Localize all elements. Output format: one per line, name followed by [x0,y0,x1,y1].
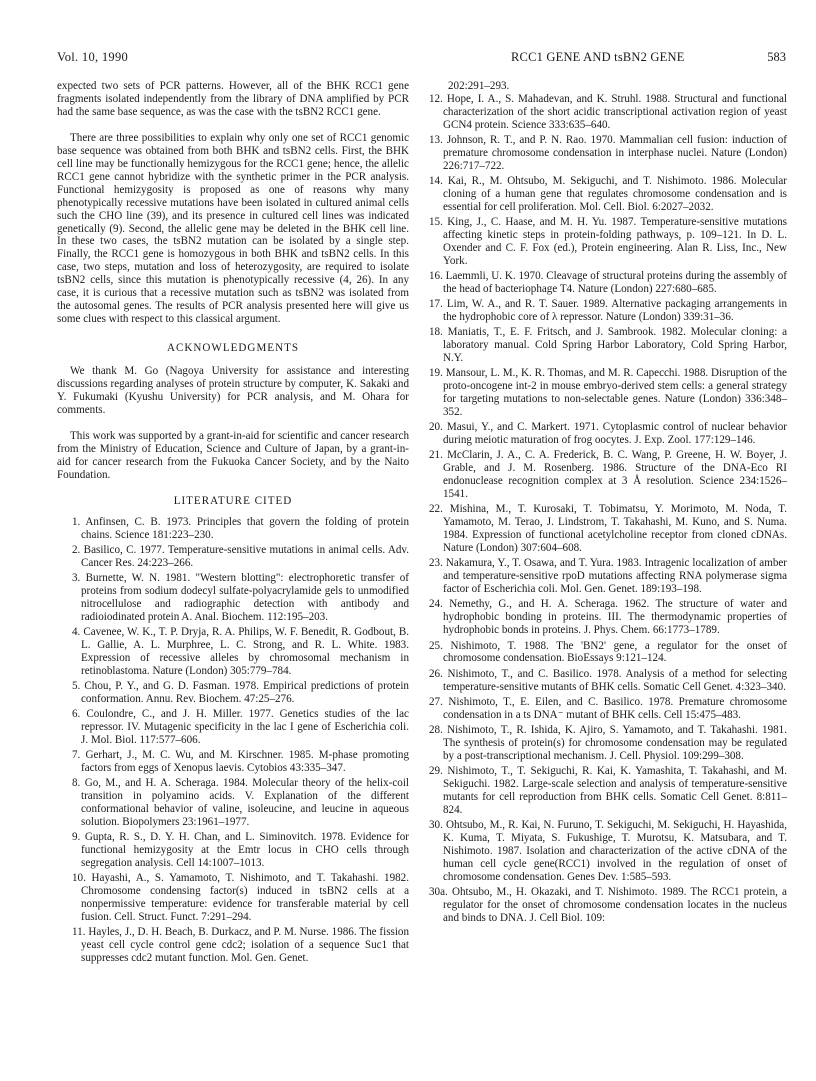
reference-number: 22. [429,503,443,516]
reference-item [57,749,409,775]
reference-text: Lim, W. A., and R. T. Sauer. 1989. Alternative packaging arrangements in the hydrophobic core of λ repressor. Nature (London) 339:31–36. [443,298,787,324]
reference-text: Cavenee, W. K., T. P. Dryja, R. A. Philips, W. F. Benedit, R. Godbout, B. L. Gallie, A. L. Murphree, L. C. Strong, and R. L. White. 1983. Expression of recessive alleles by chromosomal mechanism in retinoblastoma. Nature (London) 305:779–784. [81,625,409,677]
reference-item [425,326,787,365]
reference-item [425,175,787,214]
reference-text: Burnette, W. N. 1981. "Western blotting": electrophoretic transfer of proteins from sodium dodecyl sulfate-polyacrylamide gels to unmodified nitrocellulose and radiographic detection with antibody and radioiodinated protein A. Anal. Biochem. 112:195–203. [81,571,409,623]
reference-list-left [57,516,409,965]
reference-number: 19. [429,367,443,380]
reference-item [425,724,787,763]
reference-number: 30. [429,818,443,831]
acknowledgments-section [57,365,409,482]
volume-label: Vol. 10, 1990 [57,50,129,64]
reference-text: Masui, Y., and C. Markert. 1971. Cytoplasmic control of nuclear behavior during meiotic maturation of frog oocytes. J. Exp. Zool. 177:129–146. [443,421,788,447]
reference-text: Mishina, M., T. Kurosaki, T. Tobimatsu, Y. Morimoto, M. Noda, T. Yamamoto, M. Terao, J. Lindstrom, T. Takahashi, M. Kuno, and S. Numa. 1984. Expression of functional acetylcholine receptor from cloned cDNAs. Nature (London) 307:604–608. [443,503,788,555]
reference-text: Chou, P. Y., and G. D. Fasman. 1978. Empirical predictions of protein conformation. Annu. Rev. Biochem. 47:25–276. [81,679,409,705]
reference-item [57,777,409,829]
left-column [57,80,409,967]
reference-text: Gupta, R. S., D. Y. H. Chan, and L. Siminovitch. 1978. Evidence for functional hemizygosity at the Emtr locus in CHO cells through segregation analysis. Cell 14:1007–1013. [81,830,409,869]
reference-number: 28. [429,723,443,736]
reference-number: 14. [429,175,443,188]
reference-number: 16. [429,270,443,283]
reference-item [425,886,787,925]
reference-item [425,819,787,884]
reference-text: Hope, I. A., S. Mahadevan, and K. Struhl. 1988. Structural and functional characterization of the short acidic transcriptional activation region of yeast GCN4 protein. Science 333:635–640. [443,92,787,131]
reference-item [57,831,409,870]
reference-item [425,668,787,694]
reference-number: 1. [72,515,81,528]
reference-item [425,598,787,637]
reference-text: McClarin, J. A., C. A. Frederick, B. C. Wang, P. Greene, H. W. Boyer, J. Grable, and J. M. Rosenberg. 1986. Structure of the DNA-Eco RI endonuclease recognition complex at 3 Å resolution. Science 234:1526–1541. [443,449,787,501]
reference-text: Coulondre, C., and J. H. Miller. 1977. Genetics studies of the lac repressor. IV. Mutagenic specificity in the lac I gene of Escherichia coli. J. Mol. Biol. 117:577–606. [81,707,409,746]
reference-item [57,626,409,678]
right-column [425,80,787,927]
reference-number: 17. [429,298,443,311]
reference-text: Nishimoto, T. 1988. The 'BN2' gene, a regulator for the onset of chromosome condensation. BioEssays 9:121–124. [443,639,787,665]
acknowledgments-heading: ACKNOWLEDGMENTS [166,342,300,355]
reference-number: 21. [429,449,443,462]
reference-number: 15. [429,216,443,229]
reference-number: 29. [429,764,443,777]
reference-number: 2. [72,543,81,556]
reference-number: 18. [429,326,443,339]
reference-item [57,516,409,542]
reference-item [425,421,787,447]
literature-cited-heading: LITERATURE CITED [173,494,293,507]
reference-item [425,367,787,419]
running-title: RCC1 GENE AND tsBN2 GENE [511,50,685,64]
reference-text: King, J., C. Haase, and M. H. Yu. 1987. Temperature-sensitive mutations affecting kinetic steps in protein-folding pathways, p. 109–121. In D. L. Oxender and C. F. Fox (ed.), Protein engineering. Alan R. Liss, Inc., New York. [443,216,787,267]
acknowledgment-paragraph: We thank M. Go (Nagoya University for assistance and interesting discussions regarding analyses of protein structure by computer, K. Sakaki and Y. Fukumaki (Kyushu University) for PCR analysis, and M. Ohara for comments. [57,365,409,416]
reference-text: Mansour, L. M., K. R. Thomas, and M. R. Capecchi. 1988. Disruption of the proto-oncogene int-2 in mouse embryo-derived stem cells: a general strategy for targeting mutations to non-selectable genes. Nature (London) 336:348–352. [443,367,787,419]
reference-number: 7. [72,748,81,761]
reference-number: 10. [72,871,86,884]
reference-text: Anfinsen, C. B. 1973. Principles that govern the folding of protein chains. Science 181:223–230. [81,515,409,541]
reference-number: 8. [72,776,81,789]
acknowledgment-paragraph: This work was supported by a grant-in-aid for scientific and cancer research from the Ministry of Education, Science and Culture of Japan, by a grant-in-aid for cancer research from the Fukuoka Cancer Society, and by the Naito Foundation. [57,429,409,481]
reference-item [425,765,787,817]
body-paragraph: There are three possibilities to explain why only one set of RCC1 genomic base sequence was obtained from both BHK and tsBN2 cells. First, the BHK cell line may be functionally hemizygous for the RCC1 gene; hence, the allelic RCC1 gene cannot hybridize with the synthetic primer in the PCR analysis. Functional hemizygosity is proposed as one of reasons why many phenotypically recessive mutations have been isolated in cultured animal cells such the CHO line (39), and its presence in cultured cell lines was indicated genetically (9). Second, the allelic gene may be deleted in the BHK cell line. In these two cases, the tsBN2 mutation can be isolated by a single step. Finally, the RCC1 gene is homozygous in both BHK and tsBN2 cells. In this case, two steps, mutation and loss of heterozygosity, are required to isolate tsBN2 cells, since this mutation is phenotypically recessive (4, 26). In any case, it is curious that a recessive mutation such as tsBN2 was isolated from the autosomal genes. The results of PCR analysis presented here will give us some clues with respect to this classical argument. [57,131,409,326]
reference-text: Kai, R., M. Ohtsubo, M. Sekiguchi, and T. Nishimoto. 1986. Molecular cloning of a human gene that regulates chromosome condensation and is essential for cell proliferation. Mol. Cell. Biol. 6:2027–2032. [443,175,787,213]
reference-item [57,872,409,924]
reference-number: 11. [72,925,86,938]
reference-text: Nishimoto, T., R. Ishida, K. Ajiro, S. Yamamoto, and T. Takahashi. 1981. The synthesis of protein(s) for chromosome condensation may be regulated by a post-transcriptional mechanism. J. Cell. Physiol. 109:299–308. [443,723,787,762]
reference-text: Hayashi, A., S. Yamamoto, T. Nishimoto, and T. Takahashi. 1982. Chromosome condensing factor(s) induced in tsBN2 cells at a nonpermissive temperature: evidence for transferable material by cell fusion. Cell. Struct. Funct. 7:291–294. [81,871,409,923]
reference-item [57,572,409,624]
reference-number: 13. [429,134,443,146]
reference-text: Nakamura, Y., T. Osawa, and T. Yura. 1983. Intragenic localization of amber and temperature-sensitive rpoD mutations affecting RNA polymerase sigma factor of Escherichia coli. Mol. Gen. Genet. 189:193–198. [443,557,788,596]
reference-text: Go, M., and H. A. Scheraga. 1984. Molecular theory of the helix-coil transition in polyamino acids. V. Explanation of the different conformational behavior of valine, isoleucine, and leucine in aqueous solution. Biopolymers 23:1961–1977. [81,776,409,828]
reference-text: Maniatis, T., E. F. Fritsch, and J. Sambrook. 1982. Molecular cloning: a laboratory manual. Cold Spring Harbor Laboratory, Cold Spring Harbor, N.Y. [443,326,787,365]
reference-number: 12. [429,92,443,105]
reference-continuation: 202:291–293. [448,80,510,92]
reference-item [425,298,787,324]
reference-number: 26. [429,667,443,680]
reference-text: Laemmli, U. K. 1970. Cleavage of structural proteins during the assembly of the head of bacteriophage T4. Nature (London) 227:680–685. [443,270,787,296]
reference-item [57,926,409,965]
reference-number: 25. [429,639,443,652]
reference-number: 30a. [429,885,448,898]
reference-number: 6. [72,707,81,720]
body-paragraph: expected two sets of PCR patterns. However, all of the BHK RCC1 gene fragments isolated independently from the library of DNA amplified by PCR had the same base sequence, as was the case with the tsBN2 RCC1 gene. [57,80,409,118]
reference-text: Johnson, R. T., and P. N. Rao. 1970. Mammalian cell fusion: induction of premature chromosome condensation in interphase nuclei. Nature (London) 226:717–722. [443,134,787,172]
reference-number: 27. [429,695,443,708]
reference-item [425,216,787,268]
reference-text: Ohtsubo, M., R. Kai, N. Furuno, T. Sekiguchi, M. Sekiguchi, H. Hayashida, K. Kuma, T. Miyata, S. Fukushige, T. Murotsu, K. Matsubara, and T. Nishimoto. 1987. Isolation and characterization of the active cDNA of the human cell cycle gene(RCC1) involved in the regulation of onset of chromosome condensation. Genes Dev. 1:585–593. [443,818,787,883]
reference-item [57,544,409,570]
reference-text: Nishimoto, T., E. Eilen, and C. Basilico. 1978. Premature chromosome condensation in a ts DNA⁻ mutant of BHK cells. Cell 15:475–483. [443,695,787,721]
reference-number: 5. [72,679,81,692]
reference-item [425,640,787,666]
reference-item [425,93,787,132]
reference-item [57,680,409,706]
reference-number: 9. [72,830,81,843]
reference-list-right [425,93,787,925]
reference-item [425,557,787,596]
reference-number: 20. [429,421,443,434]
reference-item [425,449,787,501]
page-number: 583 [767,50,786,64]
reference-item [57,708,409,747]
reference-item [425,696,787,722]
reference-text: Nemethy, G., and H. A. Scheraga. 1962. The structure of water and hydrophobic bonding in proteins. III. The thermodynamic properties of hydrophobic bonds in proteins. J. Phys. Chem. 66:1773–1789. [443,598,787,637]
reference-item [425,503,787,555]
reference-number: 4. [72,625,81,638]
reference-number: 24. [429,598,443,611]
reference-number: 3. [72,571,81,584]
reference-text: Gerhart, J., M. C. Wu, and M. Kirschner. 1985. M-phase promoting factors from eggs of Xenopus laevis. Cytobios 43:335–347. [81,748,409,774]
page-header [57,50,786,68]
reference-item [425,134,787,173]
reference-number: 23. [429,557,443,570]
reference-text: Hayles, J., D. H. Beach, B. Durkacz, and P. M. Nurse. 1986. The fission yeast cell cycle control gene cdc2; isolation of a sequence Suc1 that suppresses cdc2 mutant function. Mol. Gen. Genet. [81,925,410,964]
reference-text: Nishimoto, T., T. Sekiguchi, R. Kai, K. Yamashita, T. Takahashi, and M. Sekiguchi. 1982. Large-scale selection and analysis of temperature-sensitive mutants for cell reproduction from BHK cells. Somatic Cell Genet. 8:811–824. [443,764,787,816]
reference-item [425,270,787,296]
reference-text: Basilico, C. 1977. Temperature-sensitive mutations in animal cells. Adv. Cancer Res. 24:223–266. [81,543,409,569]
reference-text: Ohtsubo, M., H. Okazaki, and T. Nishimoto. 1989. The RCC1 protein, a regulator for the onset of chromosome condensation locates in the nucleus and binds to DNA. J. Cell Biol. 109: [443,885,787,924]
reference-text: Nishimoto, T., and C. Basilico. 1978. Analysis of a method for selecting temperature-sensitive mutants of BHK cells. Somatic Cell Genet. 4:323–340. [443,667,787,693]
